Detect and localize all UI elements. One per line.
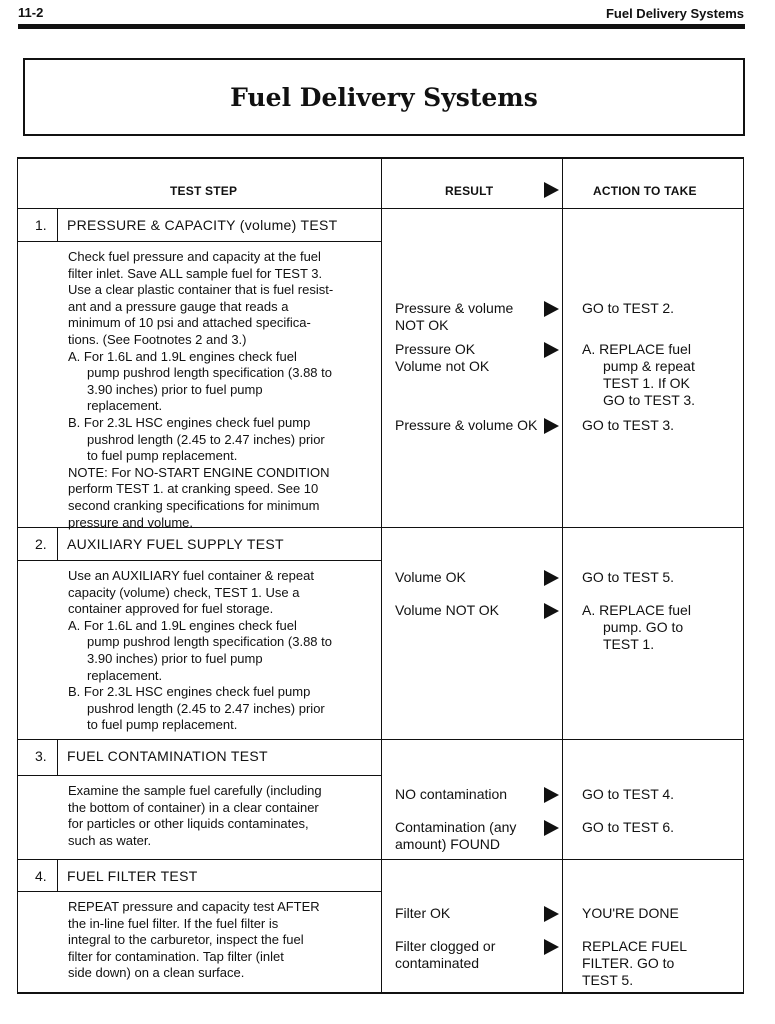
action-text [582,938,687,989]
result-line: Volume not OK [395,358,490,374]
action-line: GO to TEST 3. [582,417,675,433]
test-title: PRESSURE & CAPACITY (volume) TEST [67,217,338,233]
arrow-right-icon [544,418,559,434]
page-number: 11-2 [18,5,44,20]
test-number: 2. [35,536,47,552]
table-left-border [17,159,18,992]
result-text [395,300,513,334]
description-line: container approved for fuel storage. [68,601,274,617]
title-box [23,58,745,136]
test-table [17,157,744,994]
result-text [395,819,516,853]
action-line: YOU'RE DONE [582,905,679,921]
arrow-right-icon [544,301,559,317]
action-line: GO to TEST 6. [582,819,675,835]
result-text [395,786,507,803]
description-line: the bottom of container) in a clear container [68,799,319,815]
action-line: pump & repeat [603,358,695,374]
action-line: REPLACE FUEL [582,938,688,954]
description-line: Use a clear plastic container that is fuel resist- [68,282,334,298]
test-number: 1. [35,217,47,233]
result-line: NOT OK [395,317,449,333]
action-line: TEST 5. [582,972,634,988]
test-title: FUEL FILTER TEST [67,868,198,884]
action-text [582,786,674,803]
result-line: Volume NOT OK [395,602,500,618]
arrow-right-icon [544,787,559,803]
description-line: minimum of 10 psi and attached specifica- [68,315,311,331]
description-line: 3.90 inches) prior to fuel pump [87,650,263,666]
column-divider-action [562,159,563,992]
description-line: pushrod length (2.45 to 2.47 inches) prior [87,700,325,716]
arrow-right-icon [544,570,559,586]
description-line: B. For 2.3L HSC engines check fuel pump [68,684,311,700]
number-cell-divider [57,527,58,560]
test-title: FUEL CONTAMINATION TEST [67,748,268,764]
description-line: Examine the sample fuel carefully (including [68,783,322,798]
arrow-right-icon [544,820,559,836]
result-line: Volume OK [395,569,466,585]
description-line: NOTE: For NO-START ENGINE CONDITION [68,464,330,480]
row-divider [17,739,743,740]
result-line: Pressure & volume [395,300,514,316]
description-line: to fuel pump replacement. [87,448,238,464]
result-line: amount) FOUND [395,836,501,852]
description-line: filter inlet. Save ALL sample fuel for TEST 3. [68,265,323,281]
description-line: tions. (See Footnotes 2 and 3.) [68,331,247,347]
result-text [395,938,495,972]
description-line: filter for contamination. Tap filter (inlet [68,948,284,964]
action-text [582,417,674,434]
header-rule [18,24,745,29]
column-header-action: ACTION TO TAKE [593,184,697,198]
arrow-right-icon [544,342,559,358]
description-line: such as water. [68,832,152,848]
description-line: Check fuel pressure and capacity at the fuel [68,249,321,264]
section-title: Fuel Delivery Systems [605,6,744,21]
description-line: side down) on a clean surface. [68,965,245,981]
action-text [582,569,674,586]
title-band-divider [17,775,381,776]
description-line: 3.90 inches) prior to fuel pump [87,381,263,397]
action-text [582,341,695,409]
action-line: GO to TEST 4. [582,786,675,802]
column-header-test-step: TEST STEP [170,184,238,198]
action-line: pump. GO to [603,619,684,635]
result-line: Pressure & volume OK [395,417,538,433]
result-line: Pressure OK [395,341,476,357]
action-text [582,905,679,922]
test-description [68,899,368,982]
title-band-divider [17,891,381,892]
action-line: A. REPLACE fuel [582,602,691,618]
page-title: Fuel Delivery Systems [230,82,538,112]
action-text [582,819,674,836]
test-description [68,249,368,531]
description-line: A. For 1.6L and 1.9L engines check fuel [68,617,297,633]
action-line: TEST 1. If OK [603,375,690,391]
column-divider-result [381,159,382,992]
action-line: GO to TEST 5. [582,569,675,585]
number-cell-divider [57,739,58,775]
result-text [395,341,489,375]
description-line: ant and a pressure gauge that reads a [68,298,289,314]
result-text [395,905,450,922]
description-line: replacement. [87,667,163,683]
arrow-right-icon [544,182,559,198]
description-line: A. For 1.6L and 1.9L engines check fuel [68,348,297,364]
action-line: A. REPLACE fuel [582,341,691,357]
action-text [582,602,691,653]
result-text [395,417,537,434]
result-line: Filter OK [395,905,451,921]
arrow-right-icon [544,906,559,922]
number-cell-divider [57,859,58,891]
description-line: integral to the carburetor, inspect the fuel [68,932,304,948]
header-divider [17,208,743,209]
result-text [395,569,466,586]
description-line: replacement. [87,398,163,414]
test-description [68,783,368,849]
test-title: AUXILIARY FUEL SUPPLY TEST [67,536,284,552]
arrow-right-icon [544,603,559,619]
result-line: Contamination (any [395,819,517,835]
column-header-result: RESULT [445,184,494,198]
description-line: B. For 2.3L HSC engines check fuel pump [68,414,311,430]
description-line: capacity (volume) check, TEST 1. Use a [68,584,300,600]
description-line: REPEAT pressure and capacity test AFTER [68,899,320,914]
description-line: Use an AUXILIARY fuel container & repeat [68,568,314,583]
test-description [68,568,368,734]
description-line: second cranking specifications for minimum [68,497,320,513]
action-line: TEST 1. [603,636,655,652]
test-number: 4. [35,868,47,884]
description-line: for particles or other liquids contaminates, [68,816,309,832]
title-band-divider [17,241,381,242]
arrow-right-icon [544,939,559,955]
result-line: Filter clogged or [395,938,496,954]
description-line: perform TEST 1. at cranking speed. See 10 [68,481,319,497]
description-line: to fuel pump replacement. [87,717,238,733]
action-line: GO to TEST 2. [582,300,675,316]
row-divider [17,859,743,860]
number-cell-divider [57,208,58,241]
result-text [395,602,499,619]
description-line: pushrod length (2.45 to 2.47 inches) prior [87,431,325,447]
description-line: the in-line fuel filter. If the fuel filter is [68,915,279,931]
title-band-divider [17,560,381,561]
action-line: FILTER. GO to [582,955,675,971]
result-line: contaminated [395,955,480,971]
description-line: pump pushrod length specification (3.88 to [87,365,332,381]
description-line: pressure and volume. [68,514,194,530]
action-line: GO to TEST 3. [603,392,696,408]
action-text [582,300,674,317]
result-line: NO contamination [395,786,508,802]
test-number: 3. [35,748,47,764]
description-line: pump pushrod length specification (3.88 to [87,634,332,650]
